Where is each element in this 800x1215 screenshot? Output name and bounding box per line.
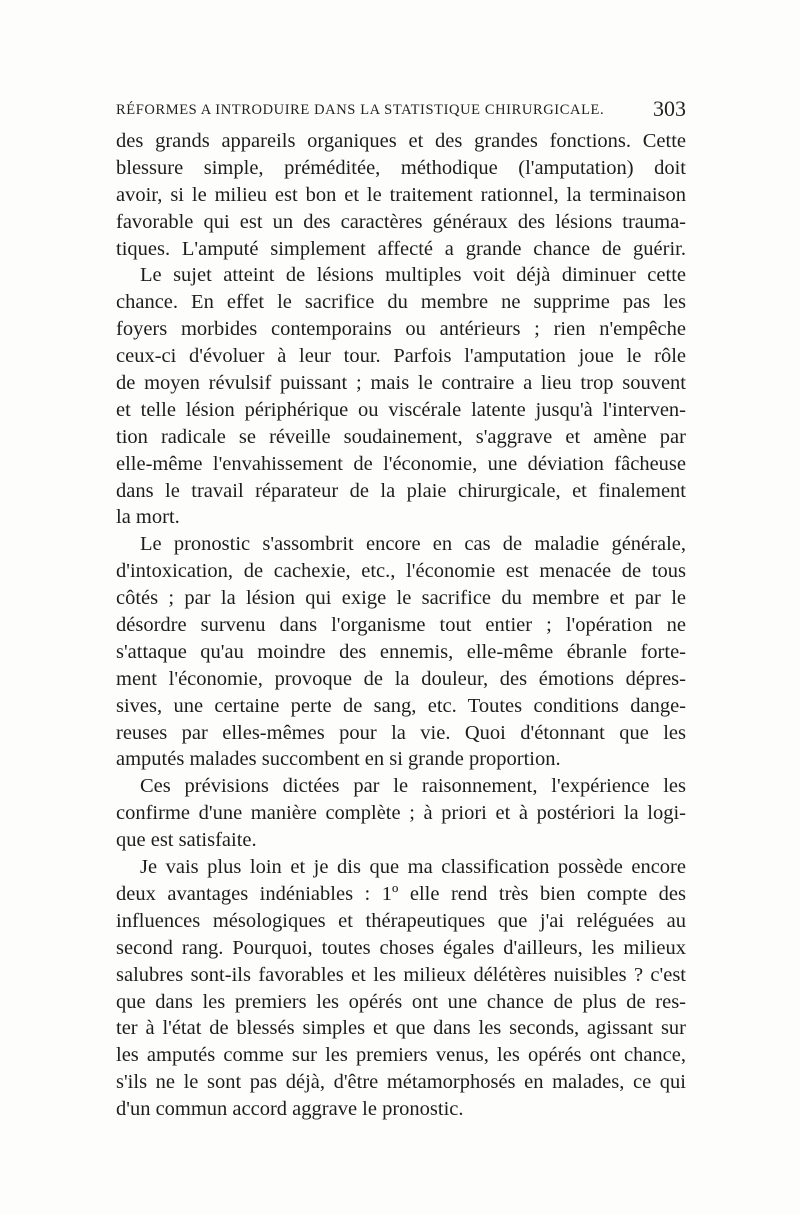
text-line: salubres sont-ils favorables et les milieux délétères nuisibles ? c'est [116,963,686,986]
page-number: 303 [653,96,686,121]
text-line: de moyen révulsif puissant ; mais le contraire a lieu trop souvent [116,372,686,395]
text-line: s'ils ne le sont pas déjà, d'être métamorphosés en malades, ce qui [116,1071,686,1094]
text-line: influences mésologiques et thérapeutiques que j'ai reléguées au [116,909,686,932]
text-line: foyers morbides contemporains ou antérieurs ; rien n'empêche [116,318,686,341]
paragraph [116,128,686,262]
text-line: Je vais plus loin et je dis que ma classification possède encore [140,856,686,879]
paragraph [116,773,686,854]
text-line: avoir, si le milieu est bon et le traitement rationnel, la terminaison [116,183,686,206]
text-line: Ces prévisions dictées par le raisonnement, l'expérience les [140,775,686,798]
text-line: Le sujet atteint de lésions multiples voit déjà diminuer cette [140,264,686,287]
text-line: désordre survenu dans l'organisme tout entier ; l'opération ne [116,614,686,637]
text-line: confirme d'une manière complète ; à priori et à postériori la logi- [116,802,686,825]
text-line: ceux-ci d'évoluer à leur tour. Parfois l'amputation joue le rôle [116,345,686,368]
text-line: favorable qui est un des caractères généraux des lésions trauma- [116,210,686,233]
text-line: blessure simple, préméditée, méthodique (l'amputation) doit [116,156,686,179]
text-line: côtés ; par la lésion qui exige le sacrifice du membre et par le [116,587,686,610]
text-line: Le pronostic s'assombrit encore en cas de maladie générale, [140,533,686,556]
text-line: dans le travail réparateur de la plaie chirurgicale, et finalement [116,479,686,502]
text-line: d'un commun accord aggrave le pronostic. [116,1098,464,1121]
text-line: tiques. L'amputé simplement affecté a grande chance de guérir. [116,237,686,260]
text-line: la mort. [116,506,180,529]
text-line: chance. En effet le sacrifice du membre ne supprime pas les [116,291,686,314]
text-line: des grands appareils organiques et des grandes fonctions. Cette [116,130,686,152]
text-line: tion radicale se réveille soudainement, s'aggrave et amène par [116,425,686,448]
text-line: deux avantages indéniables : 1º elle rend très bien compte des [116,882,686,905]
text-line: ment l'économie, provoque de la douleur, des émotions dépres- [116,667,686,690]
text-line: d'intoxication, de cachexie, etc., l'économie est menacée de tous [116,560,686,583]
running-title: RÉFORMES A INTRODUIRE DANS LA STATISTIQUE CHIRURGICALE. [116,102,605,118]
paragraph [116,531,686,773]
text-line: sives, une certaine perte de sang, etc. Toutes conditions dange- [116,694,686,717]
text-line: second rang. Pourquoi, toutes choses égales d'ailleurs, les milieux [116,936,686,959]
page-header [116,96,686,126]
text-line: reuses par elles-mêmes pour la vie. Quoi d'étonnant que les [116,721,686,744]
body-text [116,128,686,1123]
paragraph [116,854,686,1123]
text-line: que est satisfaite. [116,829,257,852]
text-line: ter à l'état de blessés simples et que dans les seconds, agissant sur [116,1017,686,1040]
text-line: que dans les premiers les opérés ont une chance de plus de res- [116,990,686,1013]
text-line: et telle lésion périphérique ou viscérale latente jusqu'à l'interven- [116,398,686,421]
text-line: amputés malades succombent en si grande proportion. [116,748,561,771]
text-line: les amputés comme sur les premiers venus, les opérés ont chance, [116,1044,686,1067]
text-line: elle-même l'envahissement de l'économie, une déviation fâcheuse [116,452,686,475]
paragraph [116,262,686,531]
text-line: s'attaque qu'au moindre des ennemis, elle-même ébranle forte- [116,640,686,663]
